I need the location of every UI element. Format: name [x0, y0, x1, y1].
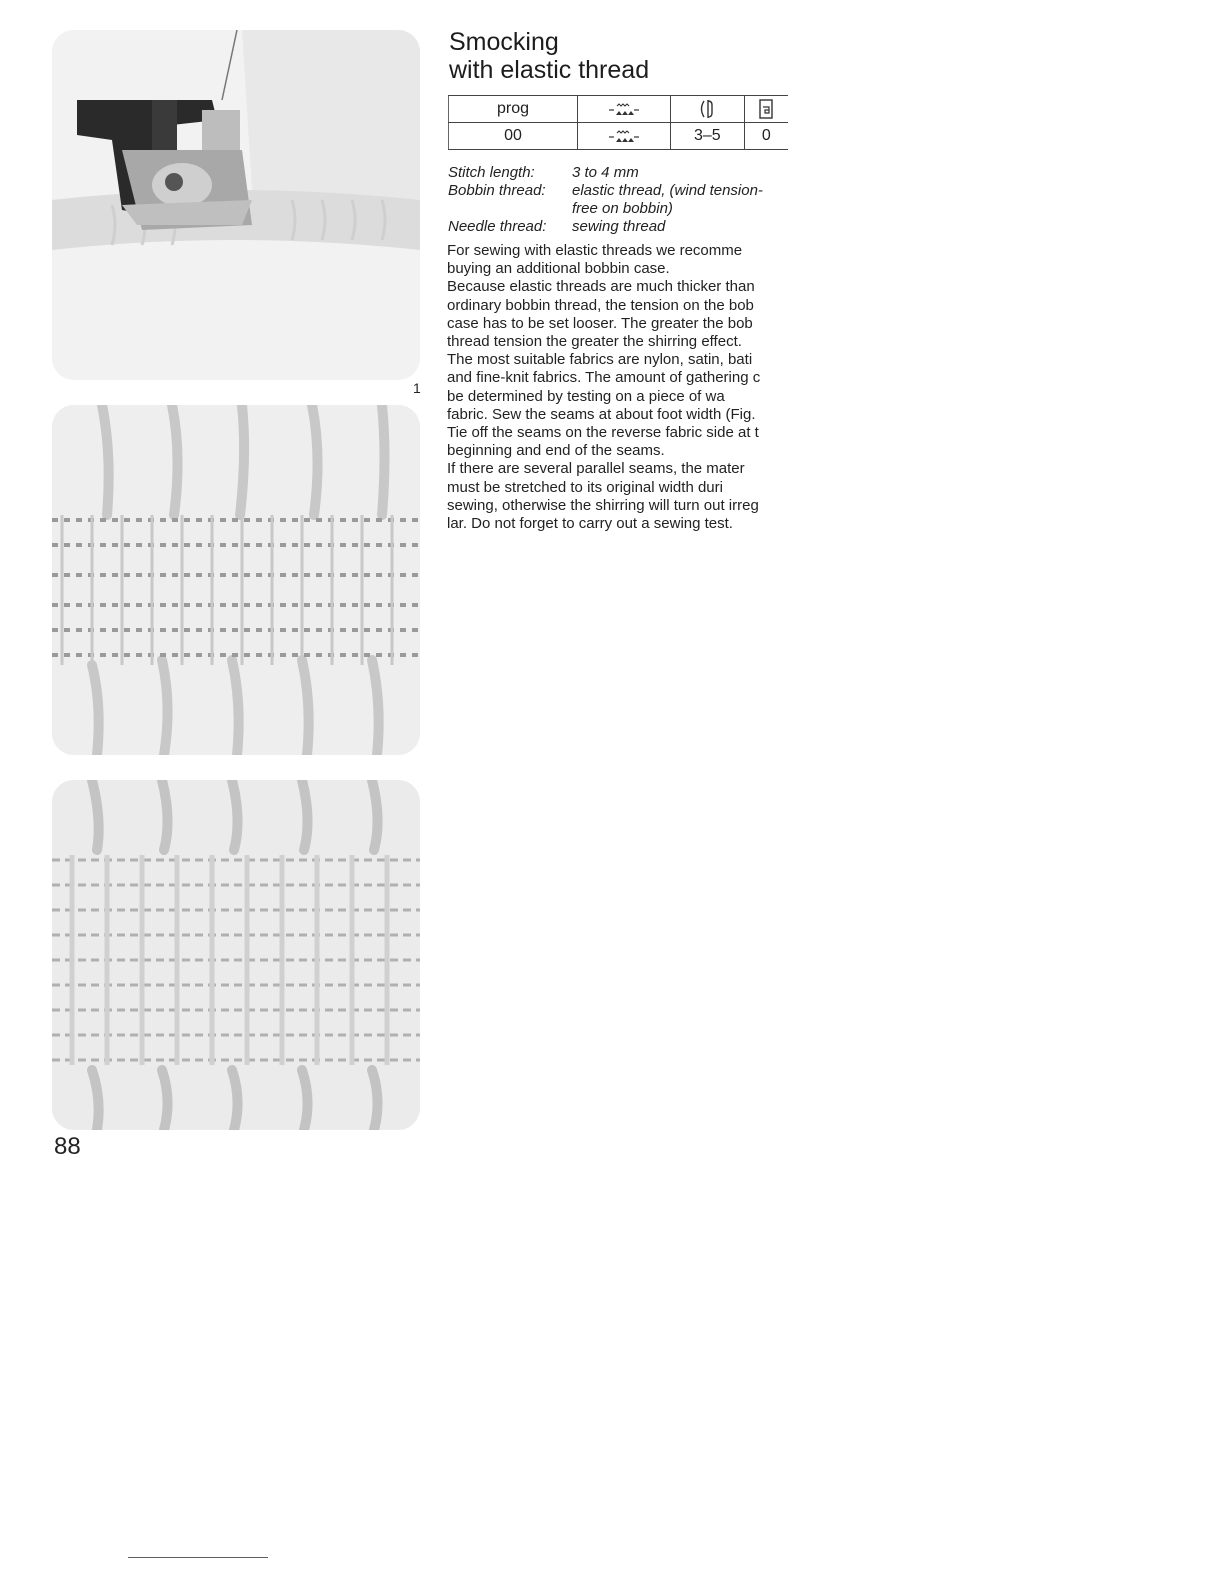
smocking-stitch-icon — [607, 128, 641, 144]
param-row — [448, 218, 792, 236]
smocking-stitch-icon — [607, 101, 641, 117]
page-number: 88 — [54, 1133, 81, 1160]
param-value: sewing thread — [572, 218, 666, 235]
settings-table — [448, 95, 788, 150]
title-line-1: Smocking — [449, 28, 559, 56]
param-row — [448, 164, 792, 182]
param-label: Bobbin thread: — [448, 182, 546, 199]
title-line-2: with elastic thread — [449, 56, 650, 84]
stitch-length-icon — [698, 98, 716, 120]
presser-foot-icon — [758, 98, 774, 120]
settings-value-row — [449, 123, 789, 150]
program-header: prog — [449, 96, 578, 123]
smocked-fabric-photo — [52, 780, 420, 1130]
program-value: 00 — [449, 123, 578, 150]
figure-number: 1 — [413, 380, 421, 396]
page-title — [449, 28, 649, 84]
instructions-text: For sewing with elastic threads we recomme buying an additional bobbin case. Because elastic threads are much thicker than ordinary bobbin thread, the tension on the bob case has to be set looser. The greater the bob thread tension the greater the shirring effect. The most suitable fabrics are nylon, satin, bati and fine-knit fabrics. The amount of gathering c be determined by testing on a piece of wa fabric. Sew the seams at about foot width (Fig. Tie off the seams on the reverse fabric side at t beginning and end of the seams. If there are several parallel seams, the mater must be stretched to its original width duri sewing, otherwise the shirring will turn out irreg lar. Do not forget to carry out a sewing test. — [447, 242, 761, 533]
stitch-length-value: 3–5 — [671, 123, 745, 150]
sewing-parameters — [448, 164, 792, 236]
param-label: Stitch length: — [448, 164, 535, 181]
settings-header-row — [449, 96, 789, 123]
param-value: 3 to 4 mm — [572, 164, 639, 181]
footer-rule — [128, 1557, 268, 1558]
param-row — [448, 182, 792, 218]
presser-foot-value: 0 — [744, 123, 788, 150]
param-value: elastic thread, (wind tension- free on bobbin) — [572, 182, 763, 217]
figure-1-sewing-machine-photo — [52, 30, 420, 380]
param-label: Needle thread: — [448, 218, 547, 235]
shirred-fabric-photo — [52, 405, 420, 755]
